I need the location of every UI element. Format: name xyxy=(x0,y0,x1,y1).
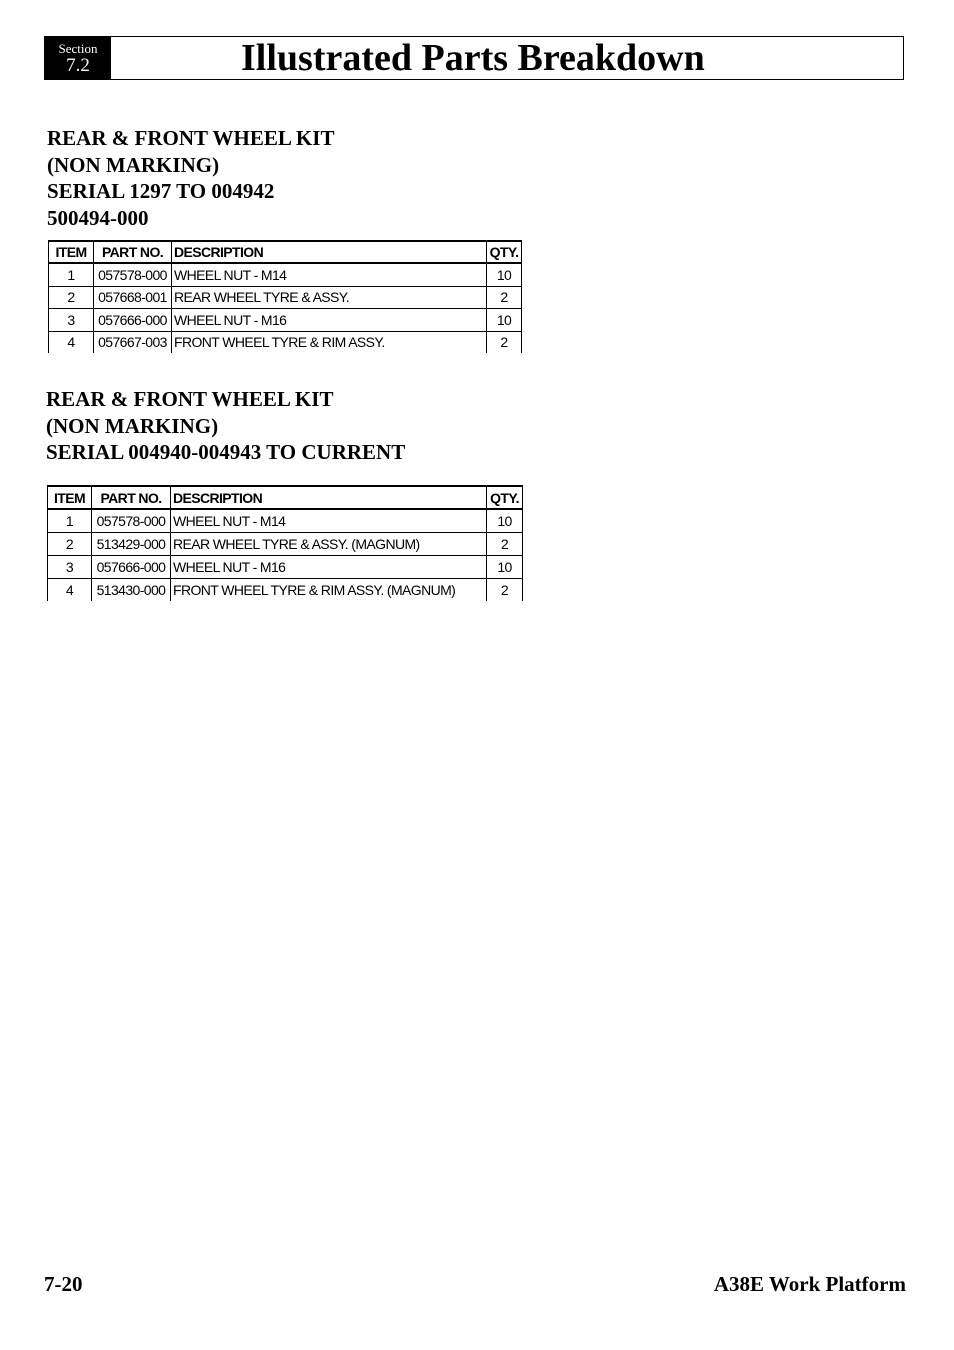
kit-title-line: (NON MARKING) xyxy=(47,152,220,177)
column-header-part-no: PART NO. xyxy=(92,486,171,509)
kit-title-line: (NON MARKING) xyxy=(46,413,219,438)
table-row xyxy=(49,263,522,286)
cell-qty: 2 xyxy=(487,286,522,309)
cell-part-no: 057578-000 xyxy=(92,509,171,533)
cell-part-no: 057578-000 xyxy=(94,263,172,286)
page-title: Illustrated Parts Breakdown xyxy=(241,37,705,79)
table-row xyxy=(48,579,523,602)
cell-item: 1 xyxy=(48,509,92,533)
cell-qty: 10 xyxy=(487,309,522,332)
cell-item: 2 xyxy=(48,533,92,556)
cell-qty: 2 xyxy=(487,533,523,556)
cell-part-no: 057668-001 xyxy=(94,286,172,309)
cell-part-no: 057666-000 xyxy=(92,556,171,579)
cell-part-no: 057666-000 xyxy=(94,309,172,332)
table-row xyxy=(49,286,522,309)
page-header xyxy=(44,36,904,80)
cell-description: WHEEL NUT - M14 xyxy=(172,263,487,286)
cell-description: FRONT WHEEL TYRE & RIM ASSY. (MAGNUM) xyxy=(171,579,487,602)
cell-part-no: 513430-000 xyxy=(92,579,171,602)
column-header-qty: QTY. xyxy=(487,486,523,509)
column-header-description: DESCRIPTION xyxy=(172,241,487,263)
cell-description: REAR WHEEL TYRE & ASSY. xyxy=(172,286,487,309)
section-number: 7.2 xyxy=(66,55,90,76)
kit-title-line: SERIAL 004940-004943 TO CURRENT xyxy=(46,440,406,464)
cell-qty: 10 xyxy=(487,263,522,286)
column-header-description: DESCRIPTION xyxy=(171,486,487,509)
cell-description: REAR WHEEL TYRE & ASSY. (MAGNUM) xyxy=(171,533,487,556)
cell-item: 3 xyxy=(49,309,94,332)
column-header-item: ITEM xyxy=(49,241,94,263)
cell-item: 4 xyxy=(48,579,92,602)
cell-qty: 2 xyxy=(487,579,523,602)
parts-table xyxy=(48,240,522,353)
cell-qty: 10 xyxy=(487,509,523,533)
column-header-item: ITEM xyxy=(48,486,92,509)
cell-item: 1 xyxy=(49,263,94,286)
cell-item: 2 xyxy=(49,286,94,309)
cell-qty: 2 xyxy=(487,331,522,353)
parts-table xyxy=(47,485,523,601)
cell-qty: 10 xyxy=(487,556,523,579)
page-number: 7-20 xyxy=(44,1272,83,1296)
kit-title-line: REAR & FRONT WHEEL KIT xyxy=(46,387,334,411)
table-header-row xyxy=(49,241,522,263)
cell-item: 3 xyxy=(48,556,92,579)
table-row xyxy=(49,331,522,353)
kit-part-number: 500494-000 xyxy=(47,205,149,230)
cell-part-no: 057667-003 xyxy=(94,331,172,353)
kit-title xyxy=(46,386,405,466)
column-header-part-no: PART NO. xyxy=(94,241,172,263)
section-label: Section xyxy=(58,41,98,56)
cell-item: 4 xyxy=(49,331,94,353)
section-badge xyxy=(45,37,111,79)
kit-title xyxy=(47,125,334,231)
cell-description: FRONT WHEEL TYRE & RIM ASSY. xyxy=(172,331,487,353)
kit-title-line: SERIAL 1297 TO 004942 xyxy=(47,179,275,203)
table-header-row xyxy=(48,486,523,509)
cell-description: WHEEL NUT - M16 xyxy=(172,309,487,332)
table-row xyxy=(48,509,523,533)
cell-description: WHEEL NUT - M16 xyxy=(171,556,487,579)
cell-part-no: 513429-000 xyxy=(92,533,171,556)
table-row xyxy=(48,533,523,556)
cell-description: WHEEL NUT - M14 xyxy=(171,509,487,533)
column-header-qty: QTY. xyxy=(487,241,522,263)
table-row xyxy=(48,556,523,579)
kit-title-line: REAR & FRONT WHEEL KIT xyxy=(47,126,335,150)
table-row xyxy=(49,309,522,332)
product-name: A38E Work Platform xyxy=(713,1272,906,1296)
